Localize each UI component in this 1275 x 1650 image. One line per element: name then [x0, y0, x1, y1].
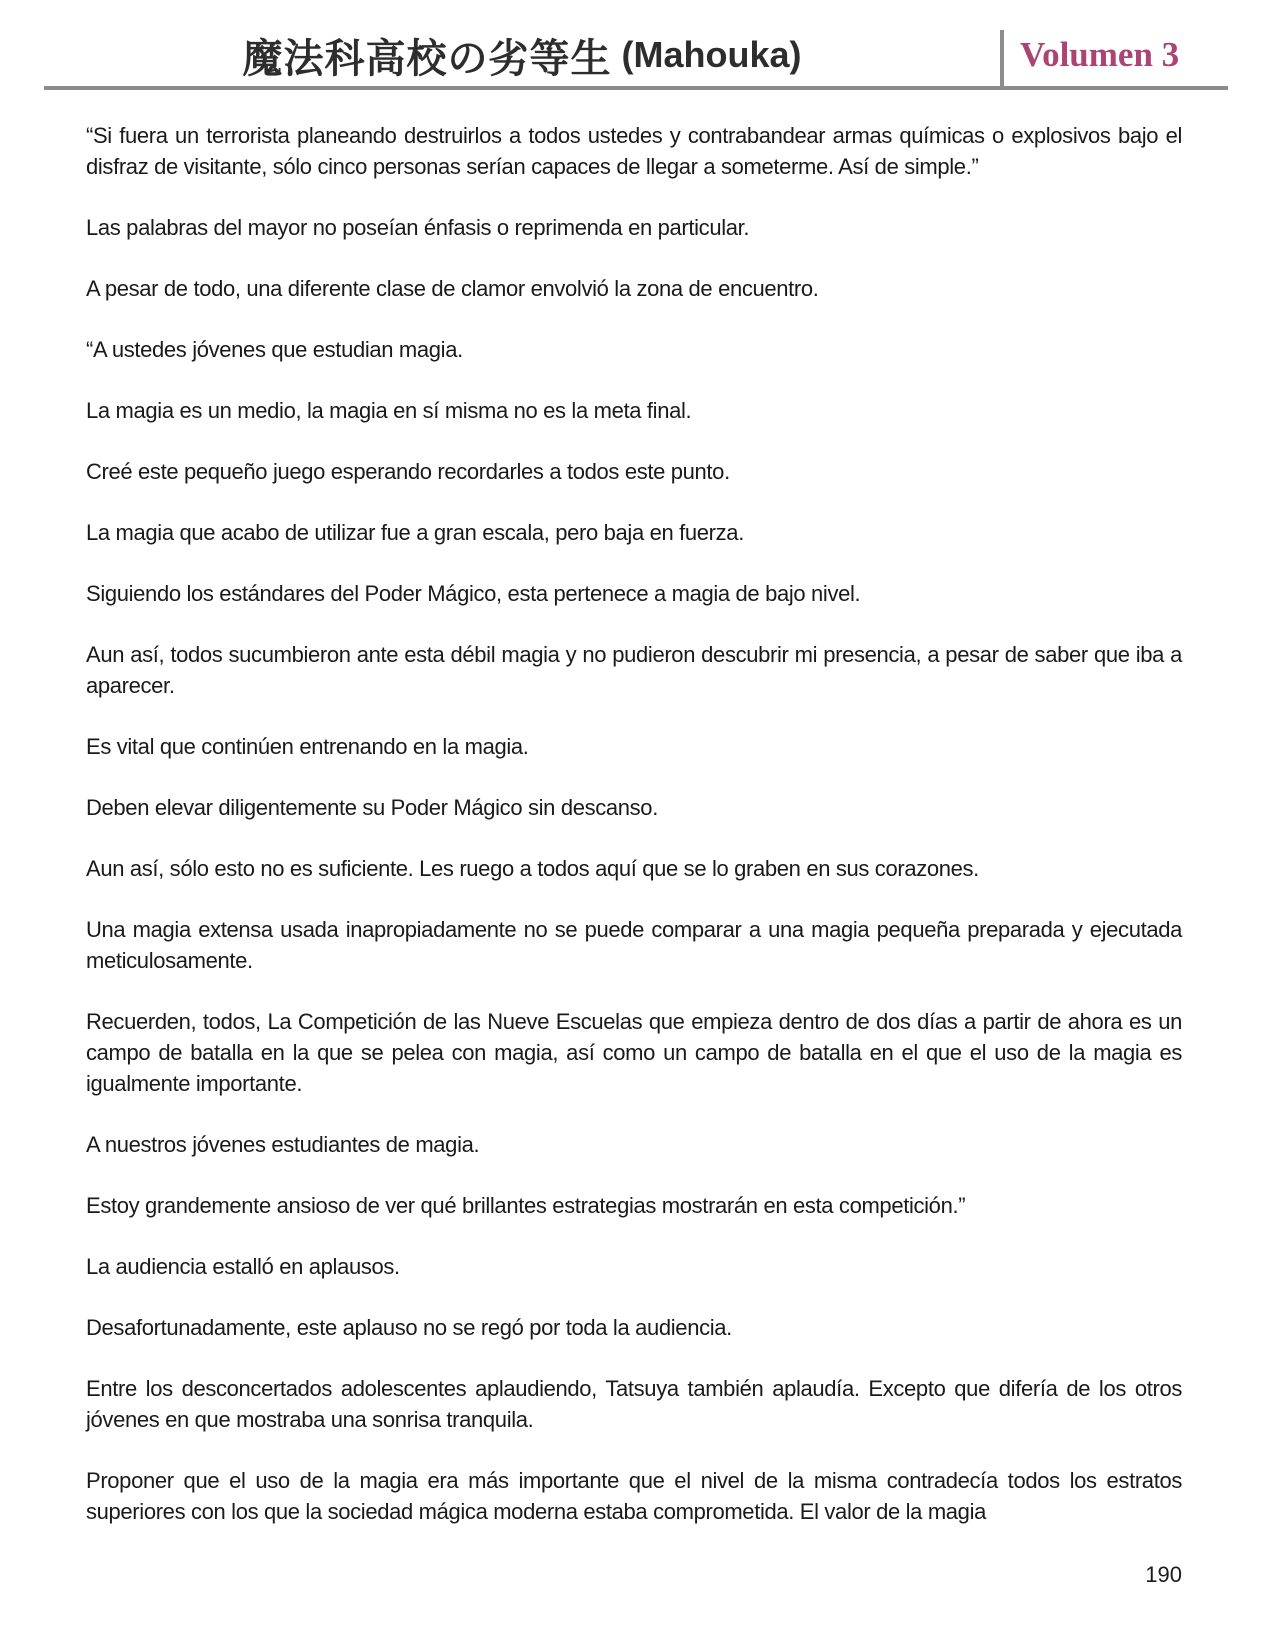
paragraph-4: “A ustedes jóvenes que estudian magia.: [86, 337, 463, 362]
paragraph-12: Aun así, sólo esto no es suficiente. Les ruego a todos aquí que se lo graben en sus corazones.: [86, 856, 979, 881]
paragraph-20: Proponer que el uso de la magia era más importante que el nivel de la misma contradecía todos los estratos superiores con los que la sociedad mágica moderna estaba comprometida. El valor de la magia: [86, 1468, 1182, 1524]
paragraph-10: Es vital que continúen entrenando en la magia.: [86, 734, 529, 759]
paragraph-5: La magia es un medio, la magia en sí misma no es la meta final.: [86, 398, 692, 423]
paragraph-1: “Si fuera un terrorista planeando destruirlos a todos ustedes y contrabandear armas químicas o explosivos bajo el disfraz de visitante, sólo cinco personas serían capaces de llegar a someterme. Así de simple.”: [86, 123, 1182, 179]
paragraph-2: Las palabras del mayor no poseían énfasis o reprimenda en particular.: [86, 215, 750, 240]
paragraph-11: Deben elevar diligentemente su Poder Mágico sin descanso.: [86, 795, 658, 820]
paragraph-15: A nuestros jóvenes estudiantes de magia.: [86, 1132, 480, 1157]
paragraph-6: Creé este pequeño juego esperando recordarles a todos este punto.: [86, 459, 730, 484]
body-text: [86, 90, 1182, 1527]
page-number: 190: [1145, 1562, 1182, 1587]
paragraph-8: Siguiendo los estándares del Poder Mágico, esta pertenece a magia de bajo nivel.: [86, 581, 861, 606]
paragraph-16: Estoy grandemente ansioso de ver qué brillantes estrategias mostrarán en esta competición.”: [86, 1193, 966, 1218]
paragraph-19: Entre los desconcertados adolescentes aplaudiendo, Tatsuya también aplaudía. Excepto que difería de los otros jóvenes en que mostraba una sonrisa tranquila.: [86, 1376, 1182, 1432]
paragraph-14: Recuerden, todos, La Competición de las Nueve Escuelas que empieza dentro de dos días a partir de ahora es un campo de batalla en la que se pelea con magia, así como un campo de batalla en el que el uso de la magia es igualmente importante.: [86, 1009, 1182, 1096]
paragraph-7: La magia que acabo de utilizar fue a gran escala, pero baja en fuerza.: [86, 520, 744, 545]
title-latin: (Mahouka): [621, 34, 802, 75]
page-header: [44, 24, 1228, 90]
paragraph-17: La audiencia estalló en aplausos.: [86, 1254, 400, 1279]
paragraph-9: Aun así, todos sucumbieron ante esta débil magia y no pudieron descubrir mi presencia, a pesar de saber que iba a aparecer.: [86, 642, 1182, 698]
title-japanese: 魔法科高校の劣等生: [242, 34, 612, 82]
paragraph-13: Una magia extensa usada inapropiadamente no se puede comparar a una magia pequeña preparada y ejecutada meticulosamente.: [86, 917, 1182, 973]
page-title: [44, 24, 1000, 86]
volume-label: Volumen 3: [1020, 35, 1180, 74]
paragraph-3: A pesar de todo, una diferente clase de clamor envolvió la zona de encuentro.: [86, 276, 819, 301]
paragraph-18: Desafortunadamente, este aplauso no se regó por toda la audiencia.: [86, 1315, 732, 1340]
